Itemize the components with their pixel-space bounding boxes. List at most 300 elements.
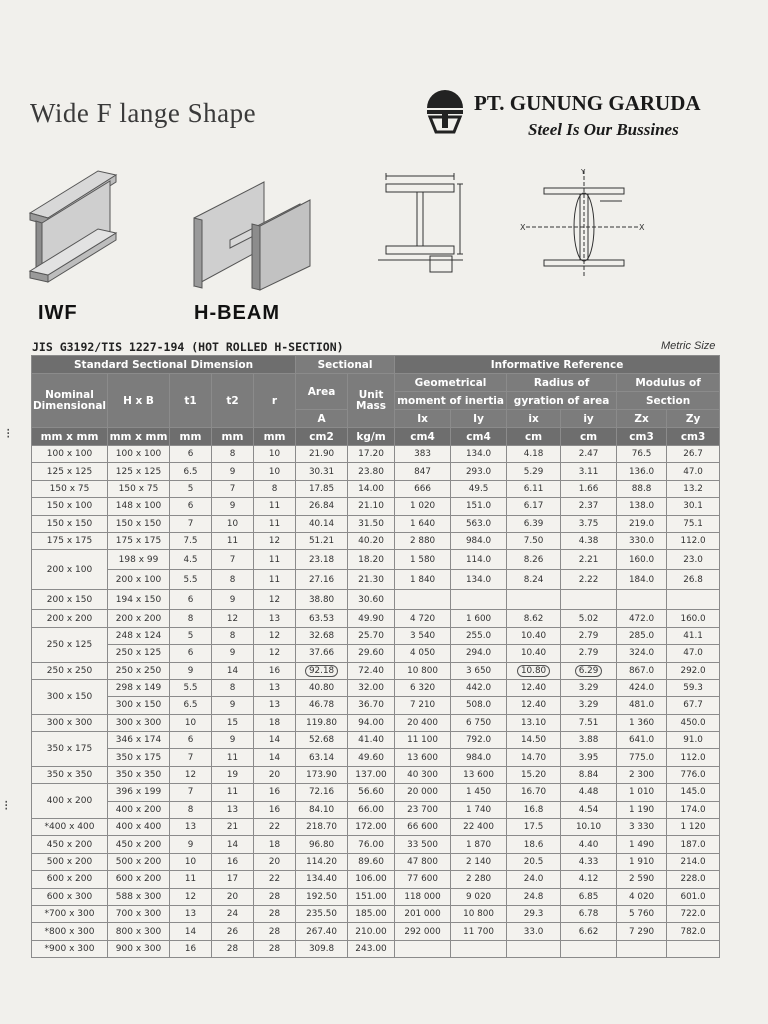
table-cell: 33.0: [507, 923, 561, 940]
nominal-cell: 125 x 125: [32, 463, 108, 480]
table-cell: 41.1: [667, 627, 720, 644]
table-cell: 13: [254, 610, 296, 627]
table-cell: 10.10: [561, 819, 617, 836]
table-cell: 8: [212, 679, 254, 696]
table-row: [32, 446, 720, 463]
company-header: [424, 88, 744, 148]
h-section-spec-table: [31, 355, 720, 958]
table-cell: 88.8: [617, 480, 667, 497]
table-cell: 14: [212, 836, 254, 853]
table-cell: [507, 662, 561, 679]
table-cell: 8.26: [507, 550, 561, 570]
table-cell: 172.00: [348, 819, 395, 836]
table-cell: 6.62: [561, 923, 617, 940]
table-cell: 7: [170, 784, 212, 801]
table-cell: 11: [212, 784, 254, 801]
table-cell: 24: [212, 905, 254, 922]
table-cell: 27.16: [296, 570, 348, 590]
table-cell: 12: [254, 532, 296, 549]
table-cell: 52.68: [296, 732, 348, 749]
table-cell: 12.40: [507, 679, 561, 696]
nominal-cell: 500 x 200: [32, 853, 108, 870]
table-cell: 2 280: [451, 871, 507, 888]
table-cell: 13: [254, 697, 296, 714]
table-cell: [617, 940, 667, 957]
table-cell: 792.0: [451, 732, 507, 749]
table-cell: 5.5: [170, 679, 212, 696]
table-cell: 185.00: [348, 905, 395, 922]
table-cell: 137.00: [348, 766, 395, 783]
table-row: [32, 940, 720, 957]
iwf-beam-illustration: [28, 163, 120, 288]
table-cell: 3.29: [561, 679, 617, 696]
table-cell: 11: [254, 498, 296, 515]
table-cell: 350 x 350: [108, 766, 170, 783]
table-cell: 63.53: [296, 610, 348, 627]
table-cell: 200 x 200: [108, 610, 170, 627]
table-cell: 6.11: [507, 480, 561, 497]
table-cell: 89.60: [348, 853, 395, 870]
table-cell: 5 760: [617, 905, 667, 922]
table-cell: 9: [212, 697, 254, 714]
table-cell: 6 320: [395, 679, 451, 696]
table-cell: 112.0: [667, 749, 720, 766]
table-cell: 22: [254, 871, 296, 888]
table-cell: 30.1: [667, 498, 720, 515]
table-cell: 20.5: [507, 853, 561, 870]
nominal-cell: 350 x 175: [32, 732, 108, 767]
table-cell: 14: [170, 923, 212, 940]
table-cell: 12.40: [507, 697, 561, 714]
table-cell: 49.90: [348, 610, 395, 627]
table-cell: 285.0: [617, 627, 667, 644]
t1-header: t1: [170, 374, 212, 428]
nominal-cell: *900 x 300: [32, 940, 108, 957]
table-cell: 4 720: [395, 610, 451, 627]
table-cell: 3.88: [561, 732, 617, 749]
table-cell: 8: [170, 610, 212, 627]
nominal-cell: *800 x 300: [32, 923, 108, 940]
table-cell: 36.70: [348, 697, 395, 714]
table-cell: 8: [212, 446, 254, 463]
nominal-cell: 300 x 300: [32, 714, 108, 731]
table-cell: 267.40: [296, 923, 348, 940]
table-cell: 776.0: [667, 766, 720, 783]
table-cell: 66.00: [348, 801, 395, 818]
table-cell: 100 x 100: [108, 446, 170, 463]
table-cell: 18: [254, 836, 296, 853]
table-cell: 13 600: [395, 749, 451, 766]
table-cell: 66 600: [395, 819, 451, 836]
table-cell: 49.5: [451, 480, 507, 497]
table-cell: 20: [212, 888, 254, 905]
table-cell: 350 x 175: [108, 749, 170, 766]
table-cell: 984.0: [451, 749, 507, 766]
table-cell: 49.60: [348, 749, 395, 766]
table-cell: 114.20: [296, 853, 348, 870]
table-cell: 46.78: [296, 697, 348, 714]
zx-header: Zx: [617, 410, 667, 428]
table-cell: 235.50: [296, 905, 348, 922]
unit-mass-header: Unit Mass: [348, 374, 395, 428]
unit-radius-ix: cm: [507, 428, 561, 446]
table-cell: 13: [170, 819, 212, 836]
table-cell: 383: [395, 446, 451, 463]
table-cell: 255.0: [451, 627, 507, 644]
table-cell: [667, 590, 720, 610]
table-cell: 106.00: [348, 871, 395, 888]
table-cell: 588 x 300: [108, 888, 170, 905]
table-cell: 20: [254, 766, 296, 783]
table-cell: 13.2: [667, 480, 720, 497]
table-cell: 9: [212, 645, 254, 662]
table-cell: 16.70: [507, 784, 561, 801]
page-title: Wide F lange Shape: [30, 98, 257, 128]
table-cell: 14.70: [507, 749, 561, 766]
table-cell: 2.22: [561, 570, 617, 590]
table-cell: 16.8: [507, 801, 561, 818]
svg-text:Y: Y: [581, 168, 586, 176]
table-cell: 1 600: [451, 610, 507, 627]
table-cell: 187.0: [667, 836, 720, 853]
table-cell: 4.40: [561, 836, 617, 853]
table-cell: 11: [212, 532, 254, 549]
table-cell: 4.12: [561, 871, 617, 888]
table-cell: 22: [254, 819, 296, 836]
table-cell: 984.0: [451, 532, 507, 549]
table-cell: 6: [170, 590, 212, 610]
table-cell: 201 000: [395, 905, 451, 922]
table-cell: 7.51: [561, 714, 617, 731]
table-cell: 400 x 400: [108, 819, 170, 836]
table-row: [32, 749, 720, 766]
table-cell: 13 600: [451, 766, 507, 783]
table-cell: 2.21: [561, 550, 617, 570]
unit-area: cm2: [296, 428, 348, 446]
table-cell: 6: [170, 498, 212, 515]
table-cell: 346 x 174: [108, 732, 170, 749]
table-cell: 8: [212, 627, 254, 644]
table-cell: 6.5: [170, 463, 212, 480]
table-cell: 184.0: [617, 570, 667, 590]
table-row: [32, 550, 720, 570]
iwf-label: IWF: [38, 302, 78, 324]
table-cell: 7: [170, 749, 212, 766]
table-cell: 28: [254, 923, 296, 940]
table-row: [32, 645, 720, 662]
hxb-header: H x B: [108, 374, 170, 428]
h-section-dimension-drawing: [378, 170, 470, 278]
table-cell: 298 x 149: [108, 679, 170, 696]
table-cell: [451, 590, 507, 610]
table-cell: 1 450: [451, 784, 507, 801]
circled-value: 92.18: [305, 665, 338, 677]
table-cell: 160.0: [667, 610, 720, 627]
sectional-header: Sectional: [296, 356, 395, 374]
table-cell: 84.10: [296, 801, 348, 818]
table-cell: 47.0: [667, 645, 720, 662]
table-row: [32, 590, 720, 610]
table-cell: 175 x 175: [108, 532, 170, 549]
table-cell: 12: [170, 888, 212, 905]
table-cell: 12: [212, 610, 254, 627]
table-cell: 481.0: [617, 697, 667, 714]
table-cell: 2.47: [561, 446, 617, 463]
table-cell: 1.66: [561, 480, 617, 497]
table-cell: 7 290: [617, 923, 667, 940]
table-row: [32, 627, 720, 644]
unit-mass: kg/m: [348, 428, 395, 446]
table-cell: 10.40: [507, 627, 561, 644]
nominal-cell: 200 x 200: [32, 610, 108, 627]
nominal-cell: 150 x 150: [32, 515, 108, 532]
table-cell: 9: [212, 463, 254, 480]
table-cell: 3.29: [561, 697, 617, 714]
table-cell: 40.80: [296, 679, 348, 696]
table-cell: 1 190: [617, 801, 667, 818]
table-cell: 16: [170, 940, 212, 957]
table-cell: 7: [170, 515, 212, 532]
table-row: [32, 679, 720, 696]
table-cell: 14.50: [507, 732, 561, 749]
nominal-cell: 250 x 125: [32, 627, 108, 662]
table-cell: 37.66: [296, 645, 348, 662]
table-cell: 76.00: [348, 836, 395, 853]
table-cell: 1 870: [451, 836, 507, 853]
table-cell: 4 020: [617, 888, 667, 905]
table-cell: 9: [212, 732, 254, 749]
table-cell: 11: [170, 871, 212, 888]
table-row: [32, 697, 720, 714]
table-cell: 508.0: [451, 697, 507, 714]
table-cell: 28: [254, 940, 296, 957]
table-cell: 2 140: [451, 853, 507, 870]
table-cell: 12: [254, 645, 296, 662]
table-cell: 10 800: [451, 905, 507, 922]
table-cell: 250 x 125: [108, 645, 170, 662]
table-cell: 32.68: [296, 627, 348, 644]
table-cell: 7.5: [170, 532, 212, 549]
table-cell: 3 330: [617, 819, 667, 836]
table-cell: 6.85: [561, 888, 617, 905]
table-row: [32, 515, 720, 532]
table-cell: 16: [254, 784, 296, 801]
table-cell: 13: [170, 905, 212, 922]
table-cell: 330.0: [617, 532, 667, 549]
table-cell: 1 840: [395, 570, 451, 590]
table-cell: [561, 590, 617, 610]
table-cell: 28: [254, 888, 296, 905]
table-cell: 114.0: [451, 550, 507, 570]
table-cell: 67.7: [667, 697, 720, 714]
table-cell: 847: [395, 463, 451, 480]
table-cell: 292.0: [667, 662, 720, 679]
table-cell: 150 x 150: [108, 515, 170, 532]
table-row: [32, 610, 720, 627]
table-cell: 23.80: [348, 463, 395, 480]
section-axes-drawing: [518, 166, 646, 278]
unit-zx: cm3: [617, 428, 667, 446]
table-cell: 14: [254, 749, 296, 766]
table-cell: 10.40: [507, 645, 561, 662]
table-cell: 29.60: [348, 645, 395, 662]
table-cell: 16: [212, 853, 254, 870]
table-cell: 8.62: [507, 610, 561, 627]
table-cell: 6: [170, 645, 212, 662]
nominal-dimensional-header: Nominal Dimensional: [32, 374, 108, 428]
table-cell: 4.48: [561, 784, 617, 801]
table-cell: 1 640: [395, 515, 451, 532]
r-header: r: [254, 374, 296, 428]
metric-size-note: Metric Size: [661, 340, 716, 352]
table-cell: 20: [254, 853, 296, 870]
unit-nominal: mm x mm: [32, 428, 108, 446]
table-cell: 151.0: [451, 498, 507, 515]
unit-zy: cm3: [667, 428, 720, 446]
table-cell: 24.8: [507, 888, 561, 905]
table-cell: 4.5: [170, 550, 212, 570]
table-cell: 16: [254, 801, 296, 818]
table-cell: 10: [254, 463, 296, 480]
table-cell: 5: [170, 480, 212, 497]
table-cell: 2 880: [395, 532, 451, 549]
table-cell: 424.0: [617, 679, 667, 696]
table-cell: 23.18: [296, 550, 348, 570]
table-cell: 601.0: [667, 888, 720, 905]
table-cell: 192.50: [296, 888, 348, 905]
table-row: [32, 905, 720, 922]
table-cell: 600 x 200: [108, 871, 170, 888]
table-cell: 5.02: [561, 610, 617, 627]
table-cell: 91.0: [667, 732, 720, 749]
table-cell: 11 700: [451, 923, 507, 940]
table-cell: 6.39: [507, 515, 561, 532]
zy-header: Zy: [667, 410, 720, 428]
table-cell: 250 x 250: [108, 662, 170, 679]
circled-value: 6.29: [575, 665, 603, 677]
h-beam-label: H-BEAM: [194, 302, 280, 324]
table-cell: 174.0: [667, 801, 720, 818]
company-tagline: Steel Is Our Bussines: [528, 120, 679, 139]
table-cell: 14: [254, 732, 296, 749]
table-cell: 450 x 200: [108, 836, 170, 853]
table-cell: 6.17: [507, 498, 561, 515]
table-cell: 200 x 100: [108, 570, 170, 590]
table-cell: 7.50: [507, 532, 561, 549]
table-cell: 10: [170, 853, 212, 870]
table-cell: 51.21: [296, 532, 348, 549]
ix-radius-header: ix: [507, 410, 561, 428]
radius-of-header: Radius of: [507, 374, 617, 392]
svg-text:X: X: [639, 223, 645, 232]
table-cell: 112.0: [667, 532, 720, 549]
margin-mark: ⁝: [6, 425, 11, 441]
table-cell: 5: [170, 627, 212, 644]
table-cell: 17.20: [348, 446, 395, 463]
unit-radius-iy: cm: [561, 428, 617, 446]
table-cell: 214.0: [667, 853, 720, 870]
unit-ix: cm4: [395, 428, 451, 446]
nominal-cell: 200 x 100: [32, 550, 108, 590]
table-cell: 1 120: [667, 819, 720, 836]
table-cell: 775.0: [617, 749, 667, 766]
table-cell: 700 x 300: [108, 905, 170, 922]
table-cell: 309.8: [296, 940, 348, 957]
nominal-cell: 600 x 200: [32, 871, 108, 888]
table-row: [32, 498, 720, 515]
table-cell: 3 650: [451, 662, 507, 679]
table-cell: 26.8: [667, 570, 720, 590]
table-row: [32, 819, 720, 836]
table-cell: 17: [212, 871, 254, 888]
table-cell: 2 300: [617, 766, 667, 783]
table-cell: 15: [212, 714, 254, 731]
table-cell: 2.79: [561, 645, 617, 662]
table-cell: 11: [254, 550, 296, 570]
table-cell: 8: [170, 801, 212, 818]
table-cell: 13: [254, 679, 296, 696]
table-cell: 9: [170, 836, 212, 853]
nominal-cell: 150 x 75: [32, 480, 108, 497]
table-cell: 293.0: [451, 463, 507, 480]
table-cell: 21.30: [348, 570, 395, 590]
area-symbol-header: A: [296, 410, 348, 428]
table-cell: 219.0: [617, 515, 667, 532]
table-cell: 150 x 75: [108, 480, 170, 497]
table-cell: 22 400: [451, 819, 507, 836]
table-cell: 20 400: [395, 714, 451, 731]
table-cell: 119.80: [296, 714, 348, 731]
table-cell: 867.0: [617, 662, 667, 679]
nominal-cell: 400 x 200: [32, 784, 108, 819]
table-cell: [667, 940, 720, 957]
table-cell: 300 x 300: [108, 714, 170, 731]
table-cell: 4.18: [507, 446, 561, 463]
table-cell: [296, 662, 348, 679]
table-cell: 23.0: [667, 550, 720, 570]
table-cell: 21.90: [296, 446, 348, 463]
nominal-cell: *400 x 400: [32, 819, 108, 836]
table-row: [32, 732, 720, 749]
table-row: [32, 888, 720, 905]
table-cell: 18: [254, 714, 296, 731]
table-cell: 30.31: [296, 463, 348, 480]
table-cell: 25.70: [348, 627, 395, 644]
table-row: [32, 871, 720, 888]
table-cell: 7: [212, 550, 254, 570]
table-cell: 16: [254, 662, 296, 679]
nominal-cell: 250 x 250: [32, 662, 108, 679]
table-cell: 30.60: [348, 590, 395, 610]
table-cell: 324.0: [617, 645, 667, 662]
table-cell: 13: [212, 801, 254, 818]
table-row: [32, 463, 720, 480]
spec-table-body: [32, 446, 720, 958]
table-cell: 7 210: [395, 697, 451, 714]
ix-header: Ix: [395, 410, 451, 428]
table-cell: 9 020: [451, 888, 507, 905]
table-cell: 4.38: [561, 532, 617, 549]
table-cell: 134.0: [451, 570, 507, 590]
table-row: [32, 784, 720, 801]
table-cell: 118 000: [395, 888, 451, 905]
nominal-cell: 175 x 175: [32, 532, 108, 549]
table-cell: 136.0: [617, 463, 667, 480]
table-cell: 4.33: [561, 853, 617, 870]
table-cell: 641.0: [617, 732, 667, 749]
informative-reference-header: Informative Reference: [395, 356, 720, 374]
table-cell: 59.3: [667, 679, 720, 696]
